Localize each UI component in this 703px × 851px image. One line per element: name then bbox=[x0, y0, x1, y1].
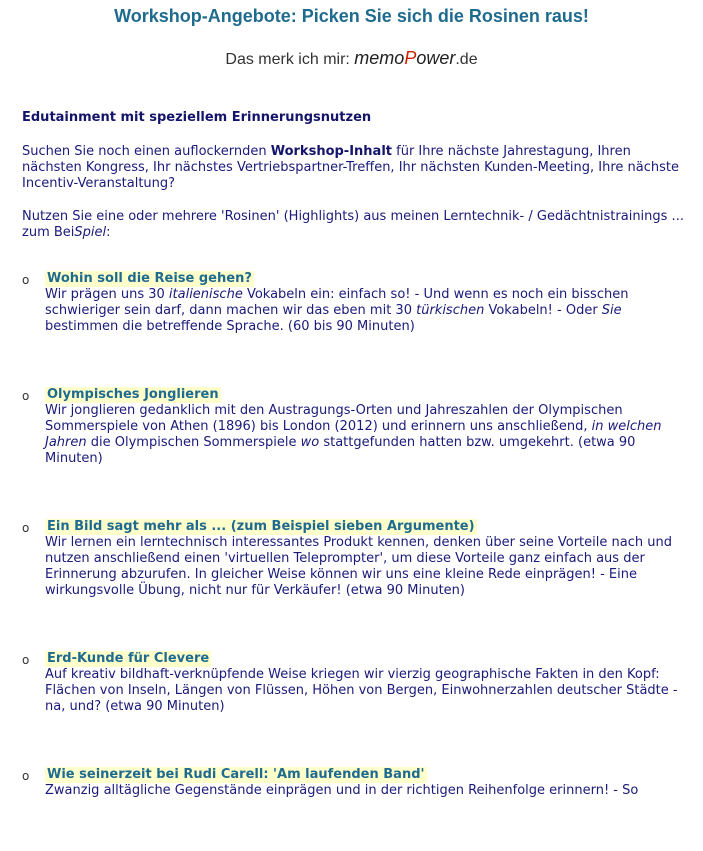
workshop-description: Auf kreativ bildhaft-verknüpfende Weise kriegen wir vierzig geographische Fakten in den Kopf: Flächen von Inseln, Längen von Flüssen, Höhen von Bergen, Einwohnerzahlen deutscher Städte - na, und? (etwa 90 Minuten) bbox=[45, 667, 678, 714]
intro-p2-text: Nutzen Sie eine oder mehrere 'Rosinen' (Highlights) aus meinen Lerntechnik- / Gedächtnistrainings ... zum Bei bbox=[22, 209, 684, 240]
workshop-text: Vokabeln ein: einfach so! - Und wenn es noch ein bisschen schwieriger sein darf, dann machen wir das eben mit 30 bbox=[45, 287, 629, 318]
intro-p1-bold: Workshop-Inhalt bbox=[270, 144, 392, 159]
workshop-text-italic: italienische bbox=[168, 287, 243, 302]
workshop-description: Wir lernen ein lerntechnisch interessantes Produkt kennen, denken über seine Vorteile nach und nutzen anschließend einen 'virtuellen Teleprompter', um diese Vorteile ganz einfach aus der Erinnerung abzurufen. In gleicher Weise können wir uns eine kleine Rede einprägen! - Eine wirkungsvolle Übung, nicht nur für Verkäufer! (etwa 90 Minuten) bbox=[45, 535, 672, 598]
tagline bbox=[0, 48, 703, 69]
workshop-item bbox=[22, 519, 687, 599]
workshop-title: Olympisches Jonglieren bbox=[47, 387, 219, 402]
workshop-text-italic: türkischen bbox=[416, 303, 485, 318]
workshop-list bbox=[22, 271, 687, 799]
brand-logo-tld: .de bbox=[455, 51, 478, 68]
page-title: Workshop-Angebote: Picken Sie sich die Rosinen raus! bbox=[114, 6, 589, 26]
workshop-title: Wie seinerzeit bei Rudi Carell: 'Am laufenden Band' bbox=[47, 767, 425, 782]
intro-p2-text-end: : bbox=[106, 225, 111, 240]
brand-logo-memo: memo bbox=[354, 48, 405, 68]
workshop-text-italic: wo bbox=[300, 435, 320, 450]
bullet-icon: o bbox=[22, 273, 30, 287]
tagline-prefix: Das merk ich mir: bbox=[225, 51, 355, 68]
intro-paragraph-1 bbox=[22, 144, 687, 192]
workshop-text: Vokabeln! - Oder bbox=[484, 303, 602, 318]
workshop-description: Zwanzig alltägliche Gegenstände einprägen und in der richtigen Reihenfolge erinnern! - So bbox=[45, 783, 639, 798]
bullet-icon: o bbox=[22, 653, 30, 667]
brand-logo-p: P bbox=[404, 48, 417, 68]
workshop-text-italic: in welchen Jahren bbox=[45, 419, 662, 450]
workshop-item bbox=[22, 651, 687, 715]
intro-p2-italic: Spiel bbox=[74, 225, 107, 240]
main-content bbox=[22, 110, 687, 851]
intro-p1-text: Suchen Sie noch einen auflockernden bbox=[22, 144, 271, 159]
intro-paragraph-2 bbox=[22, 209, 687, 241]
bullet-icon: o bbox=[22, 521, 30, 535]
workshop-title: Wohin soll die Reise gehen? bbox=[47, 271, 252, 286]
workshop-item bbox=[22, 767, 687, 799]
brand-logo-ower: ower bbox=[416, 48, 456, 68]
intro-p1-text-end: für Ihre nächste Jahrestagung, Ihren nächsten Kongress, Ihr nächstes Vertriebspartner-Treffen, Ihr nächsten Kunden-Meeting, Ihre nächste Incentiv-Veranstaltung? bbox=[22, 144, 680, 191]
workshop-text-italic: Sie bbox=[601, 303, 622, 318]
bullet-icon: o bbox=[22, 769, 30, 783]
section-heading: Edutainment mit speziellem Erinnerungsnutzen bbox=[22, 110, 372, 125]
workshop-item bbox=[22, 387, 687, 467]
workshop-description bbox=[45, 287, 687, 335]
workshop-text: bestimmen die betreffende Sprache. (60 bis 90 Minuten) bbox=[45, 319, 415, 334]
workshop-text: Wir prägen uns 30 bbox=[45, 287, 169, 302]
workshop-title: Ein Bild sagt mehr als ... (zum Beispiel sieben Argumente) bbox=[47, 519, 475, 534]
workshop-text: die Olympischen Sommerspiele bbox=[86, 435, 301, 450]
workshop-item bbox=[22, 271, 687, 335]
workshop-text: Wir jonglieren gedanklich mit den Austragungs-Orten und Jahreszahlen der Olympischen Sommerspiele von Athen (1896) bis London (2012) und erinnern uns anschließend, bbox=[45, 403, 623, 434]
workshop-title: Erd-Kunde für Clevere bbox=[47, 651, 210, 666]
workshop-description bbox=[45, 403, 687, 467]
bullet-icon: o bbox=[22, 389, 30, 403]
workshop-text: stattgefunden hatten bzw. umgekehrt. (etwa 90 Minuten) bbox=[45, 435, 636, 466]
